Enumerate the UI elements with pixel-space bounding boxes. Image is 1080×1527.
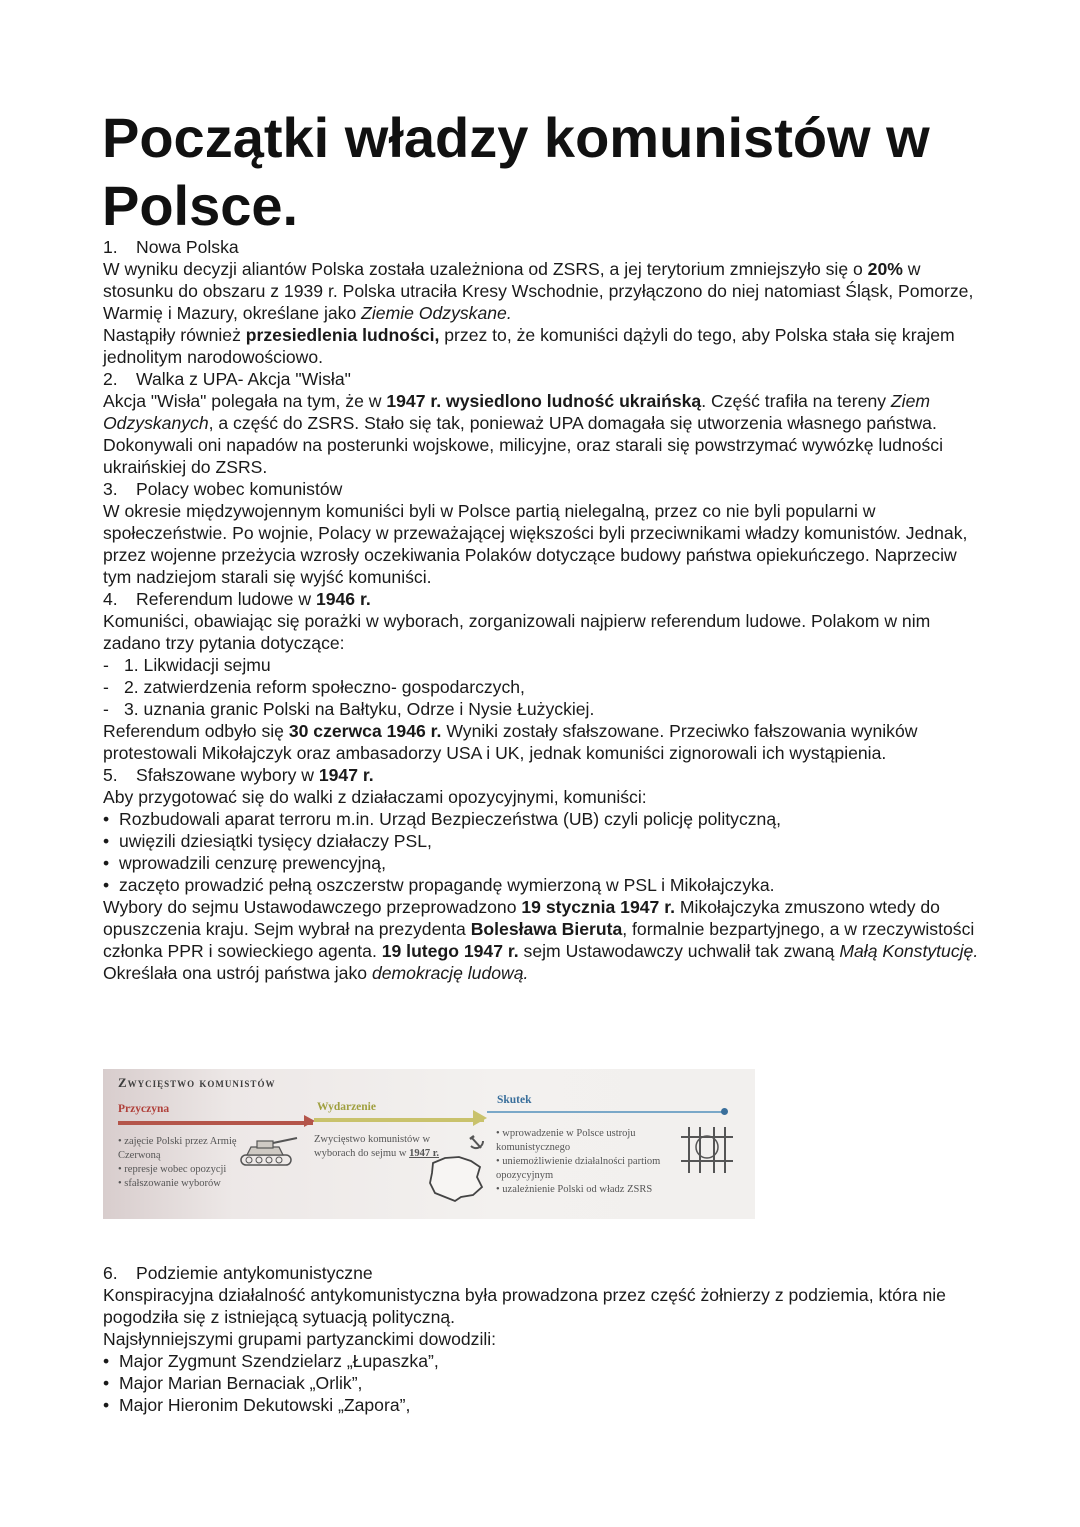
poland-map-icon <box>425 1153 487 1203</box>
list-item: • wprowadzili cenzurę prewencyjną, <box>103 853 386 873</box>
effect-line <box>487 1111 723 1113</box>
paragraph: Nastąpiły również przesiedlenia ludności, przez to, że komuniści dążyli do tego, aby Polska stała się krajem jednolitym narodowościowo. <box>103 325 955 367</box>
hammer-sickle-icon <box>467 1133 487 1153</box>
event-line <box>314 1118 484 1122</box>
tank-icon <box>235 1135 299 1171</box>
section-heading-5: 5. Sfałszowane wybory w 1947 r. <box>103 765 374 785</box>
infographic-communist-victory <box>103 1069 755 1219</box>
list-item: • uwięzili dziesiątki tysięcy działaczy PSL, <box>103 831 432 851</box>
list-item: • Major Marian Bernaciak „Orlik”, <box>103 1373 363 1393</box>
main-content <box>103 236 983 984</box>
paragraph: Wybory do sejmu Ustawodawczego przeprowadzono 19 stycznia 1947 r. Mikołajczyka zmuszono wtedy do opuszczenia kraju. Sejm wybrał na prezydenta Bolesława Bieruta, formalnie bezpartyjnego, a w rzeczywistości członka PPR i sowieckiego agenta. 19 lutego 1947 r. sejm Ustawodawczy uchwalił tak zwaną Małą Konstytucję. Określała ona ustrój państwa jako demokrację ludową. <box>103 897 979 983</box>
paragraph: Aby przygotować się do walki z działaczami opozycyjnymi, komuniści: <box>103 787 647 807</box>
event-text: Zwycięstwo komunistów w wyborach do sejmu w 1947 r. <box>314 1134 440 1159</box>
section-heading-2: 2. Walka z UPA- Akcja "Wisła" <box>103 369 351 389</box>
section-heading-1: 1. Nowa Polska <box>103 237 239 257</box>
list-item: • Major Hieronim Dekutowski „Zapora”, <box>103 1395 411 1415</box>
list-item: - 3. uznania granic Polski na Bałtyku, Odrze i Nysie Łużyckiej. <box>103 699 595 719</box>
effect-label: Skutek <box>497 1094 532 1106</box>
arrow-icon <box>473 1110 487 1126</box>
section-heading-6: 6. Podziemie antykomunistyczne <box>103 1263 373 1283</box>
list-item: - 1. Likwidacji sejmu <box>103 655 271 675</box>
paragraph: Referendum odbyło się 30 czerwca 1946 r. Wyniki zostały sfałszowane. Przeciwko fałszowania wyników protestowali Mikołajczyk oraz ambasadorzy USA i UK, jednak komuniści zignorowali ich wystąpienia. <box>103 721 918 763</box>
cause-line <box>118 1121 313 1125</box>
effects-list: • wprowadzenie w Polsce ustroju komunistycznego • uniemożliwienie działalności partiom opozycyjnym • uzależnienie Polski od władz ZSRS <box>496 1128 661 1195</box>
causes-list: • zajęcie Polski przez Armię Czerwoną • represje wobec opozycji • sfałszowanie wyborów <box>118 1136 237 1189</box>
infographic-title: Zwycięstwo komunistów <box>118 1075 276 1090</box>
list-item: • Major Zygmunt Szendzielarz „Łupaszka”, <box>103 1351 439 1371</box>
section-heading-4: 4. Referendum ludowe w 1946 r. <box>103 589 371 609</box>
paragraph: Konspiracyjna działalność antykomunistyczna była prowadzona przez część żołnierzy z podziemia, która nie pogodziła się z istniejącą sytuacją polityczną. <box>103 1285 946 1327</box>
section-heading-3: 3. Polacy wobec komunistów <box>103 479 343 499</box>
prison-bars-icon <box>675 1123 739 1175</box>
list-item: • Rozbudowali aparat terroru m.in. Urząd Bezpieczeństwa (UB) czyli policję polityczną, <box>103 809 781 829</box>
page-title: Początki władzy komunistów w Polsce. <box>102 106 930 237</box>
paragraph: W okresie międzywojennym komuniści byli w Polsce partią nielegalną, przez co nie byli popularni w społeczeństwie. Po wojnie, Polacy w przeważającej większości byli przeciwnikami władzy komunistów. Jednak, przez wojenne przeżycia wzrosły oczekiwania Polaków dotyczące budowy państwa opiekuńczego. Naprzeciw tym nadziejom starali się wyjść komuniści. <box>103 501 968 587</box>
dot-icon <box>721 1108 728 1115</box>
paragraph: Akcja "Wisła" polegała na tym, że w 1947 r. wysiedlono ludność ukraińską. Część trafiła na tereny Ziem Odzyskanych, a część do ZSRS. Stało się tak, ponieważ UPA domagała się utworzenia własnego państwa. Dokonywali oni napadów na posterunki wojskowe, milicyjne, oraz starali się powstrzymać wywózkę ludności ukraińskiej do ZSRS. <box>103 391 943 477</box>
list-item: - 2. zatwierdzenia reform społeczno- gospodarczych, <box>103 677 525 697</box>
cause-label: Przyczyna <box>118 1103 170 1115</box>
list-item: • zaczęto prowadzić pełną oszczerstw propagandę wymierzoną w PSL i Mikołajczyka. <box>103 875 775 895</box>
main-content-continued <box>103 1262 983 1416</box>
paragraph: Najsłynniejszymi grupami partyzanckimi dowodzili: <box>103 1329 497 1349</box>
paragraph: W wyniku decyzji aliantów Polska została uzależniona od ZSRS, a jej terytorium zmniejszyło się o 20% w stosunku do obszaru z 1939 r. Polska utraciła Kresy Wschodnie, przyłączono do niej natomiast Śląsk, Pomorze, Warmię i Mazury, określane jako Ziemie Odzyskane. <box>103 259 974 323</box>
paragraph: Komuniści, obawiając się porażki w wyborach, zorganizowali najpierw referendum ludowe. Polakom w nim zadano trzy pytania dotyczące: <box>103 611 931 653</box>
event-label: Wydarzenie <box>317 1101 376 1113</box>
